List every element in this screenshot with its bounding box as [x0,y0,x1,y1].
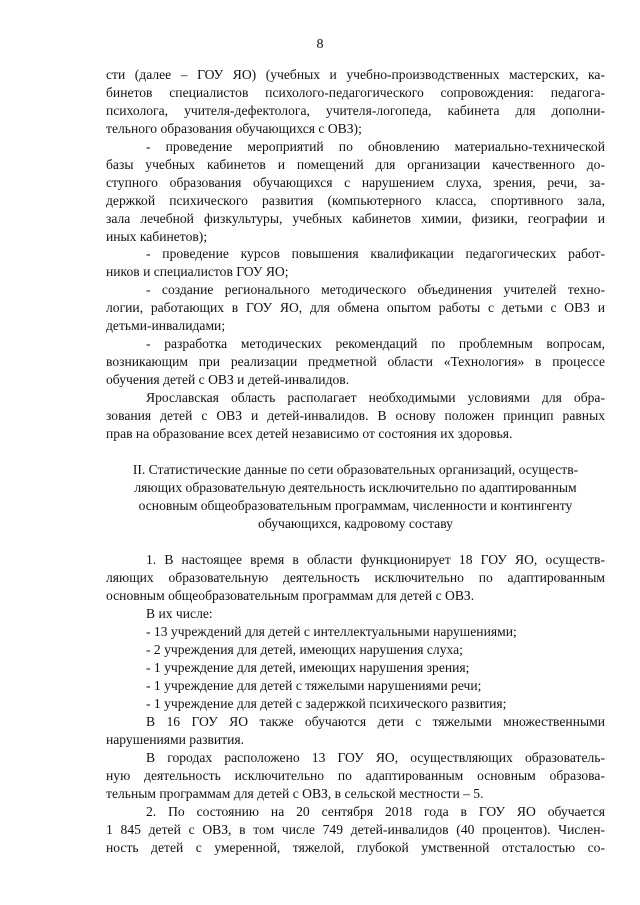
text-line: - разработка методических рекомендаций по проблемным вопросам, [146,336,605,351]
text-line: ступного образования обучающихся с нарушением слуха, зрения, речи, за- [106,175,605,190]
page-number: 8 [316,37,324,52]
section-heading-line: ляющих образовательную деятельность исключительно по адаптированным [134,480,577,495]
text-line: - проведение курсов повышения квалификации педагогических работ- [146,246,605,261]
text-line: ляющих образовательную деятельность исключительно по адаптированным [106,570,605,585]
text-line: Ярославская область располагает необходимыми условиями для обра- [146,390,605,405]
text-line: логии, работающих в ГОУ ЯО, для обмена опытом работы с детьми с ОВЗ и [106,300,605,315]
text-line: ность детей с умеренной, тяжелой, глубокой умственной отсталостью со- [106,840,605,855]
list-item: - 1 учреждение для детей, имеющих нарушения зрения; [146,660,470,675]
text-line: В городах расположено 13 ГОУ ЯО, осуществляющих образователь- [146,750,605,765]
text-line: психолога, учителя-дефектолога, учителя-логопеда, кабинета для дополни- [106,103,605,118]
section-heading-line: основным общеобразовательным программам, численности и контингенту [138,498,573,513]
text-line: держкой психического развития (компьютерного класса, спортивного зала, [106,193,605,208]
text-line: - проведение мероприятий по обновлению материально-технической [146,139,605,154]
list-item: - 2 учреждения для детей, имеющих нарушения слуха; [146,642,463,657]
text-line: 2. По состоянию на 20 сентября 2018 года в ГОУ ЯО обучается [146,804,605,819]
text-line: - создание регионального методического объединения учителей техно- [146,282,605,297]
text-line: базы учебных кабинетов и помещений для организации качественного до- [106,157,605,172]
text-line: тельного образования обучающихся с ОВЗ); [106,121,362,136]
list-item: - 1 учреждение для детей с тяжелыми нарушениями речи; [146,678,482,693]
text-line: 1 845 детей с ОВЗ, в том числе 749 детей-инвалидов (40 процентов). Числен- [106,822,605,837]
text-line: сти (далее – ГОУ ЯО) (учебных и учебно-производственных мастерских, ка- [106,67,605,82]
text-line: возникающим при реализации предметной области «Технология» в процессе [106,354,605,369]
list-item: - 13 учреждений для детей с интеллектуальными нарушениями; [146,624,517,639]
text-line: ную деятельность исключительно по адаптированным основным образова- [106,768,605,783]
text-line: тельным программам для детей с ОВЗ, в сельской местности – 5. [106,786,484,801]
list-item: - 1 учреждение для детей с задержкой психического развития; [146,696,507,711]
text-line: 1. В настоящее время в области функционирует 18 ГОУ ЯО, осуществ- [146,552,605,567]
section-heading-line: II. Статистические данные по сети образовательных организаций, осуществ- [132,462,579,477]
text-line: детьми-инвалидами; [106,318,226,333]
section-heading-line: обучающихся, кадровому составу [258,516,453,531]
text-line: прав на образование всех детей независимо от состояния их здоровья. [106,426,513,441]
text-line: основным общеобразовательным программам для детей с ОВЗ. [106,588,475,603]
text-line: ников и специалистов ГОУ ЯО; [106,264,289,279]
text-line: В 16 ГОУ ЯО также обучаются дети с тяжелыми множественными [146,714,605,729]
text-line: иных кабинетов); [106,229,208,244]
text-line: зования детей с ОВЗ и детей-инвалидов. В основу положен принцип равных [106,408,605,423]
text-line: обучения детей с ОВЗ и детей-инвалидов. [106,372,350,387]
text-line: зала лечебной физкультуры, учебных кабинетов химии, физики, географии и [106,211,605,226]
text-line: бинетов специалистов психолого-педагогического сопровождения: педагога- [106,85,605,100]
text-line: В их числе: [146,606,213,621]
text-line: нарушениями развития. [106,732,245,747]
